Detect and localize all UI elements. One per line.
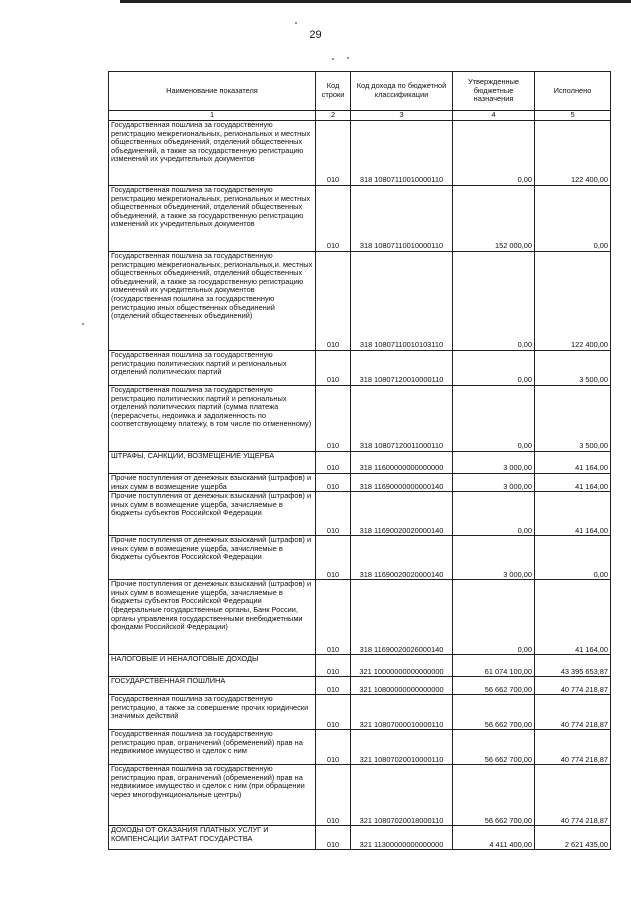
row-name: НАЛОГОВЫЕ И НЕНАЛОГОВЫЕ ДОХОДЫ (109, 655, 316, 677)
table-row (109, 677, 611, 695)
row-name: Государственная пошлина за государственную регистрацию прав, ограничений (обременений) прав на недвижимое имущество и сделок с ним (109, 730, 316, 765)
row-executed: 0,00 (535, 186, 611, 252)
table-row (109, 452, 611, 474)
scan-speck (295, 22, 297, 24)
row-name: Государственная пошлина за государственную регистрацию прав, ограничений (обременений) прав на недвижимое имущество и сделок с ним (при обращении через многофункциональные центры) (109, 765, 316, 826)
row-approved: 3 000,00 (453, 474, 535, 492)
row-name: ГОСУДАРСТВЕННАЯ ПОШЛИНА (109, 677, 316, 695)
row-income-code: 321 10807000010000110 (351, 695, 453, 730)
row-approved: 61 074 100,00 (453, 655, 535, 677)
row-name: Государственная пошлина за государственную регистрацию межрегиональных, региональных,и. местных общественных объединений, отделений общественных объединений, а также за государственную регистрацию изменений их учредительных документов (государственная пошлина за государственную регистрацию иных общественных объединений (отделений общественных объединений) (109, 252, 316, 351)
row-name: ДОХОДЫ ОТ ОКАЗАНИЯ ПЛАТНЫХ УСЛУГ И КОМПЕНСАЦИИ ЗАТРАТ ГОСУДАРСТВА (109, 826, 316, 850)
row-line-code: 010 (316, 252, 351, 351)
column-number: 5 (535, 111, 611, 121)
row-line-code: 010 (316, 730, 351, 765)
scan-speck (332, 58, 334, 60)
row-income-code: 318 11600000000000000 (351, 452, 453, 474)
row-approved: 0,00 (453, 252, 535, 351)
row-name: Государственная пошлина за государственную регистрацию политических партий и региональных отделений политических партий (109, 351, 316, 386)
row-line-code: 010 (316, 677, 351, 695)
row-approved: 56 662 700,00 (453, 695, 535, 730)
row-approved: 0,00 (453, 351, 535, 386)
row-executed: 43 395 653,87 (535, 655, 611, 677)
row-approved: 0,00 (453, 386, 535, 452)
row-approved: 0,00 (453, 121, 535, 186)
table-row (109, 186, 611, 252)
row-line-code: 010 (316, 492, 351, 536)
row-approved: 3 000,00 (453, 452, 535, 474)
table-row (109, 351, 611, 386)
row-line-code: 010 (316, 386, 351, 452)
table-row (109, 695, 611, 730)
table-row (109, 492, 611, 536)
row-executed: 40 774 218,87 (535, 765, 611, 826)
row-line-code: 010 (316, 765, 351, 826)
table-row (109, 252, 611, 351)
row-income-code: 318 11690020020000140 (351, 492, 453, 536)
header-income-code: Код дохода по бюджетной классификации (351, 72, 453, 111)
row-executed: 41 164,00 (535, 452, 611, 474)
row-income-code: 321 10800000000000000 (351, 677, 453, 695)
row-approved: 152 000,00 (453, 186, 535, 252)
row-approved: 0,00 (453, 492, 535, 536)
column-number: 1 (109, 111, 316, 121)
table-header-row (109, 72, 611, 111)
row-income-code: 318 10807120011000110 (351, 386, 453, 452)
row-line-code: 010 (316, 121, 351, 186)
header-executed: Исполнено (535, 72, 611, 111)
row-executed: 3 500,00 (535, 351, 611, 386)
header-name: Наименование показателя (109, 72, 316, 111)
row-income-code: 318 10807110010000110 (351, 186, 453, 252)
row-line-code: 010 (316, 580, 351, 655)
row-approved: 4 411 400,00 (453, 826, 535, 850)
row-income-code: 321 10807020010000110 (351, 730, 453, 765)
row-income-code: 318 11690020026000140 (351, 580, 453, 655)
table-row (109, 655, 611, 677)
row-line-code: 010 (316, 186, 351, 252)
row-executed: 41 164,00 (535, 474, 611, 492)
row-approved: 56 662 700,00 (453, 677, 535, 695)
row-income-code: 318 11690000000000140 (351, 474, 453, 492)
row-income-code: 318 11690020020000140 (351, 536, 453, 580)
row-executed: 41 164,00 (535, 580, 611, 655)
scan-speck (347, 57, 349, 59)
column-number-row (109, 111, 611, 121)
header-line-code: Код строки (316, 72, 351, 111)
row-line-code: 010 (316, 536, 351, 580)
row-income-code: 318 10807110010103110 (351, 252, 453, 351)
row-line-code: 010 (316, 474, 351, 492)
row-name: Прочие поступления от денежных взысканий (штрафов) и иных сумм в возмещение ущерба, зачисляемые в бюджеты субъектов Российской Федерации (109, 492, 316, 536)
row-approved: 0,00 (453, 580, 535, 655)
row-income-code: 321 10000000000000000 (351, 655, 453, 677)
row-executed: 40 774 218,87 (535, 677, 611, 695)
row-income-code: 318 10807110010000110 (351, 121, 453, 186)
column-number: 3 (351, 111, 453, 121)
table-row (109, 536, 611, 580)
row-executed: 40 774 218,87 (535, 730, 611, 765)
row-line-code: 010 (316, 351, 351, 386)
row-line-code: 010 (316, 826, 351, 850)
row-name: Прочие поступления от денежных взысканий (штрафов) и иных сумм в возмещение ущерба (109, 474, 316, 492)
row-executed: 2 621 435,00 (535, 826, 611, 850)
table-row (109, 730, 611, 765)
row-name: Государственная пошлина за государственную регистрацию политических партий и региональных отделений политических партий (сумма платежа (перерасчеты, недоимка и задолженность по соответствующему платежу, в том числе по отмененному) (109, 386, 316, 452)
column-number: 4 (453, 111, 535, 121)
row-income-code: 318 10807120010000110 (351, 351, 453, 386)
table-row (109, 474, 611, 492)
row-executed: 41 164,00 (535, 492, 611, 536)
header-approved: Утвержденные бюджетные назначения (453, 72, 535, 111)
row-approved: 56 662 700,00 (453, 765, 535, 826)
row-income-code: 321 10807020018000110 (351, 765, 453, 826)
table-row (109, 765, 611, 826)
budget-table (108, 71, 611, 850)
row-name: Прочие поступления от денежных взысканий (штрафов) и иных сумм в возмещение ущерба, зачисляемые в бюджеты субъектов Российской Федерации (федеральные государственные органы, Банк России, органы управления государственными внебюджетными фондами Российской Федерации) (109, 580, 316, 655)
row-name: Государственная пошлина за государственную регистрацию, а также за совершение прочих юридически значимых действий (109, 695, 316, 730)
row-name: Государственная пошлина за государственную регистрацию межрегиональных, региональных и местных общественных объединений, отделений общественных объединений, а также за государственную регистрацию изменений их учредительных документов (109, 121, 316, 186)
top-border-line (120, 0, 631, 3)
page-number: 29 (309, 29, 322, 41)
row-name: Государственная пошлина за государственную регистрацию межрегиональных, региональных и местных общественных объединений, отделений общественных объединений, а также за государственную регистрацию изменений их учредительных документов (109, 186, 316, 252)
row-name: Прочие поступления от денежных взысканий (штрафов) и иных сумм в возмещение ущерба, зачисляемые в бюджеты субъектов Российской Федерации (109, 536, 316, 580)
row-executed: 122 400,00 (535, 121, 611, 186)
row-executed: 3 500,00 (535, 386, 611, 452)
row-executed: 0,00 (535, 536, 611, 580)
row-name: ШТРАФЫ, САНКЦИИ, ВОЗМЕЩЕНИЕ УЩЕРБА (109, 452, 316, 474)
table-row (109, 580, 611, 655)
row-approved: 3 000,00 (453, 536, 535, 580)
table-row (109, 386, 611, 452)
row-line-code: 010 (316, 655, 351, 677)
scan-speck (82, 323, 84, 325)
row-approved: 56 662 700,00 (453, 730, 535, 765)
row-executed: 40 774 218,87 (535, 695, 611, 730)
table-row (109, 826, 611, 850)
row-line-code: 010 (316, 695, 351, 730)
column-number: 2 (316, 111, 351, 121)
row-income-code: 321 11300000000000000 (351, 826, 453, 850)
row-line-code: 010 (316, 452, 351, 474)
table-row (109, 121, 611, 186)
row-executed: 122 400,00 (535, 252, 611, 351)
